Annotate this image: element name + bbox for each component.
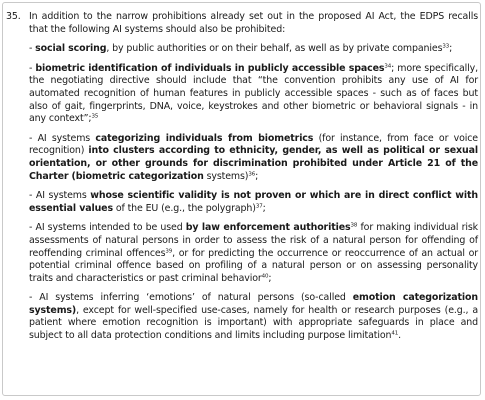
list-item-scientific-validity (29, 190, 478, 215)
footnote-ref[interactable]: 38 (350, 222, 358, 229)
list-item-emotion-categorization (29, 292, 478, 342)
item-text: ; more specifically, the negotiating directive should include that “the convention prohibits any use of AI for automated recognition of human features in publicly accessible spaces - such as of faces but also of gait, fingerprints, DNA, voice, keystrokes and other biometric or behavioral signals - in any context”; (29, 62, 478, 125)
item-text: - (29, 62, 36, 74)
footnote-ref[interactable]: 37 (255, 203, 263, 210)
item-bold-text: emotion categorization systems) (29, 292, 478, 316)
item-text: - AI systems (29, 132, 96, 144)
list-item-biometric-categorization (29, 133, 478, 183)
item-text: for making individual risk assessments of natural persons in order to assess the risk of a natural person for offending of reoffending criminal offences (29, 222, 478, 259)
item-text: , or for predicting the occurrence or reoccurrence of an actual or potential criminal offence based on profiling of a natural person or on assessing personality traits and characteristics or past criminal behavior (29, 247, 478, 284)
footnote-ref[interactable]: 39 (165, 248, 173, 254)
paragraph-lead-text: In addition to the narrow prohibitions already set out in the proposed AI Act, the EDPS recalls that the following AI systems should also be prohibited: (29, 11, 478, 35)
item-text: - (29, 43, 36, 55)
list-item-law-enforcement (29, 222, 478, 285)
item-text: ; (262, 202, 266, 214)
item-text: - AI systems (29, 190, 91, 202)
document-body (6, 11, 478, 350)
list-item-biometric-identification (29, 63, 478, 126)
item-text: . (398, 330, 402, 342)
item-text: of the EU (e.g., the polygraph) (112, 202, 256, 214)
item-text: - AI systems intended to be used (29, 222, 186, 234)
item-bold-text: into clusters according to ethnicity, gender, as well as political or sexual orientation, or other grounds for discrimination prohibited under Article 21 of the Charter (biometric categorization (29, 145, 478, 182)
list-item-social-scoring (29, 43, 478, 56)
item-text: ; (449, 43, 453, 55)
footnote-ref[interactable]: 34 (384, 63, 392, 70)
footnote-ref[interactable]: 40 (261, 273, 269, 280)
item-text: ; (268, 272, 272, 284)
item-bold-text: categorizing individuals from biometrics (95, 132, 314, 144)
item-text: , by public authorities or on their behalf, as well as by private companies (106, 43, 443, 55)
item-text: , except for well-specified use-cases, namely for health or research purposes (e.g., a patient where emotion recognition is important) with appropriate safeguards in place and subject to all data protection conditions and limits including purpose limitation (29, 304, 478, 342)
item-bold-text: whose scientific validity is not proven or which are in direct conflict with essential values (29, 190, 478, 214)
paragraph-number: 35. (6, 11, 21, 22)
item-text: - AI systems inferring ‘emotions’ of natural persons (so-called (29, 292, 353, 304)
footnote-ref[interactable]: 41 (391, 330, 399, 337)
footnote-ref[interactable]: 36 (248, 171, 256, 178)
item-text: systems) (203, 170, 249, 182)
item-text: ; (255, 170, 259, 182)
footnote-ref[interactable]: 35 (91, 113, 99, 120)
document-frame (2, 2, 481, 396)
footnote-ref[interactable]: 33 (442, 43, 450, 50)
item-bold-text: by law enforcement authorities (185, 222, 351, 234)
item-text: (for instance, from face or voice recognition) (29, 132, 478, 157)
paragraph-35 (6, 11, 478, 36)
item-bold-text: biometric identification of individuals in publicly accessible spaces (35, 62, 385, 74)
item-bold-text: social scoring (35, 43, 107, 55)
